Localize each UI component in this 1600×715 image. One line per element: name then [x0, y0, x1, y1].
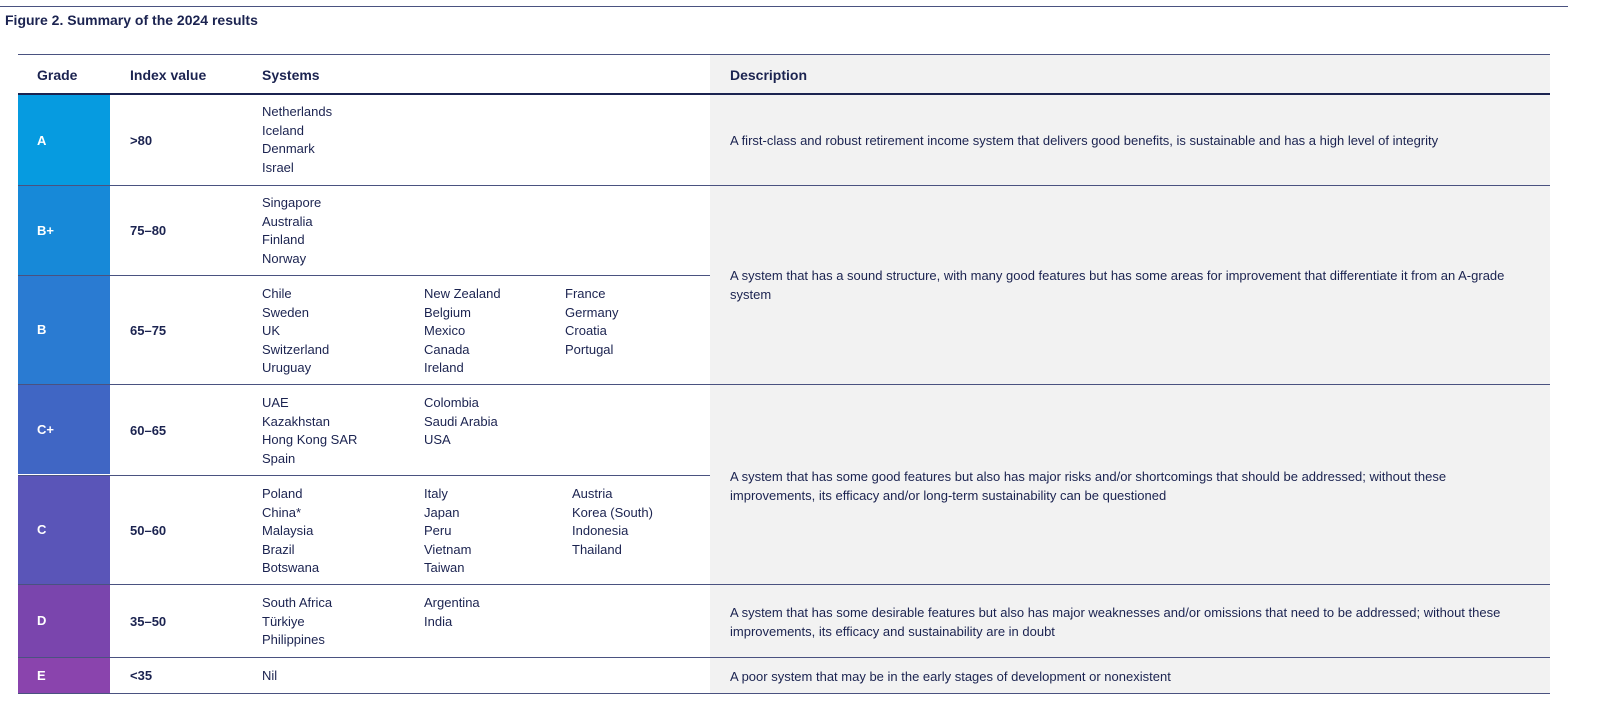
figure-title: Figure 2. Summary of the 2024 results	[5, 12, 258, 28]
description-c: A system that has some good features but also has major risks and/or shortcomings that should be addressed; without these improvements, its efficacy and/or long-term sustainability can be questioned	[730, 469, 1447, 503]
systems-b-col-2	[424, 285, 501, 378]
system-name: Malaysia	[262, 523, 314, 538]
grade-cell-b-plus: B+	[18, 186, 110, 275]
system-name: Hong Kong SAR	[262, 432, 358, 447]
system-name: Thailand	[572, 541, 622, 557]
table-bottom-rule	[18, 693, 1550, 694]
index-value-e: <35	[130, 668, 153, 683]
index-value-b-plus: 75–80	[130, 223, 167, 238]
systems-c-plus-col-1	[262, 394, 357, 468]
system-name: Portugal	[565, 341, 614, 357]
system-name: USA	[424, 432, 451, 447]
header-grade: Grade	[37, 67, 78, 83]
results-table	[18, 54, 1550, 694]
system-name: Finland	[262, 232, 305, 247]
system-name: Türkiye	[262, 613, 305, 629]
system-name: Australia	[262, 213, 313, 229]
system-name: Mexico	[424, 323, 466, 338]
system-name: France	[565, 286, 606, 301]
system-name: Brazil	[262, 541, 295, 557]
row-rule-partial	[18, 275, 710, 276]
row-rule	[18, 384, 1550, 385]
system-name: Denmark	[262, 141, 315, 156]
header-systems: Systems	[262, 67, 320, 83]
system-name: Germany	[565, 304, 619, 320]
system-name: Ireland	[424, 360, 464, 375]
system-name: Singapore	[262, 195, 322, 210]
index-value-a: >80	[130, 133, 153, 148]
index-value-c: 50–60	[130, 523, 167, 538]
system-name: Nil	[262, 668, 278, 683]
grade-cell-e: E	[18, 658, 110, 693]
grade-cell-d: D	[18, 585, 110, 657]
system-name: Peru	[424, 523, 452, 538]
description-header-background	[710, 55, 1550, 94]
system-name: Poland	[262, 486, 303, 501]
index-value-b: 65–75	[130, 323, 167, 338]
systems-d-col-2	[424, 594, 480, 631]
header-description: Description	[730, 67, 808, 83]
description-b: A system that has a sound structure, with many good features but has some areas for improvement that differentiate it from an A-grade system	[730, 268, 1505, 302]
grade-cell-c-plus: C+	[18, 385, 110, 474]
grade-cell-c: C	[18, 476, 110, 584]
system-name: Austria	[572, 486, 613, 501]
system-name: Saudi Arabia	[424, 413, 498, 429]
systems-b-col-1	[262, 285, 329, 378]
row-rule-partial	[18, 475, 710, 476]
grade-cell-b: B	[18, 276, 110, 384]
systems-b-plus-col-1	[262, 194, 321, 268]
systems-c-col-1	[262, 485, 319, 578]
system-name: Argentina	[424, 595, 480, 610]
system-name: Chile	[262, 286, 292, 301]
system-name: UAE	[262, 395, 289, 410]
system-name: Norway	[262, 250, 307, 266]
description-d: A system that has some desirable features but also has major weaknesses and/or omissions that need to be addressed; without these improvements, its efficacy and sustainability are in doubt	[730, 605, 1501, 639]
system-name: Indonesia	[572, 523, 629, 538]
systems-b-col-3	[565, 285, 618, 359]
header-index-value: Index value	[130, 67, 207, 83]
system-name: South Africa	[262, 595, 333, 610]
description-a: A first-class and robust retirement income system that delivers good benefits, is sustainable and has a high level of integrity	[730, 133, 1439, 148]
system-name: Sweden	[262, 304, 309, 320]
system-name: Israel	[262, 159, 294, 175]
system-name: Colombia	[424, 395, 479, 410]
system-name: Uruguay	[262, 360, 312, 375]
system-name: Vietnam	[424, 541, 472, 557]
system-name: New Zealand	[424, 286, 501, 301]
systems-a-col-1	[262, 103, 332, 177]
system-name: Canada	[424, 341, 470, 357]
system-name: Italy	[424, 486, 448, 501]
system-name: Belgium	[424, 304, 471, 320]
system-name: Japan	[424, 504, 460, 520]
system-name: Iceland	[262, 122, 304, 138]
systems-c-col-3	[572, 485, 653, 559]
row-rule	[18, 657, 1550, 658]
systems-d-col-1	[262, 594, 332, 650]
systems-e-col-1	[262, 667, 277, 686]
system-name: China*	[262, 504, 302, 520]
systems-c-col-2	[424, 485, 471, 578]
description-e: A poor system that may be in the early stages of development or nonexistent	[730, 669, 1171, 684]
row-rule	[18, 185, 1550, 186]
system-name: Korea (South)	[572, 504, 653, 520]
system-name: UK	[262, 323, 281, 338]
system-name: Kazakhstan	[262, 413, 330, 429]
top-rule	[0, 6, 1568, 7]
system-name: India	[424, 613, 453, 629]
system-name: Botswana	[262, 560, 320, 575]
index-value-d: 35–50	[130, 614, 167, 629]
system-name: Taiwan	[424, 560, 465, 575]
system-name: Netherlands	[262, 104, 333, 119]
system-name: Philippines	[262, 632, 325, 647]
system-name: Croatia	[565, 323, 607, 338]
row-rule	[18, 584, 1550, 585]
grade-cell-a: A	[18, 95, 110, 185]
index-value-c-plus: 60–65	[130, 423, 167, 438]
systems-c-plus-col-2	[424, 394, 498, 450]
system-name: Spain	[262, 450, 296, 466]
system-name: Switzerland	[262, 341, 330, 357]
